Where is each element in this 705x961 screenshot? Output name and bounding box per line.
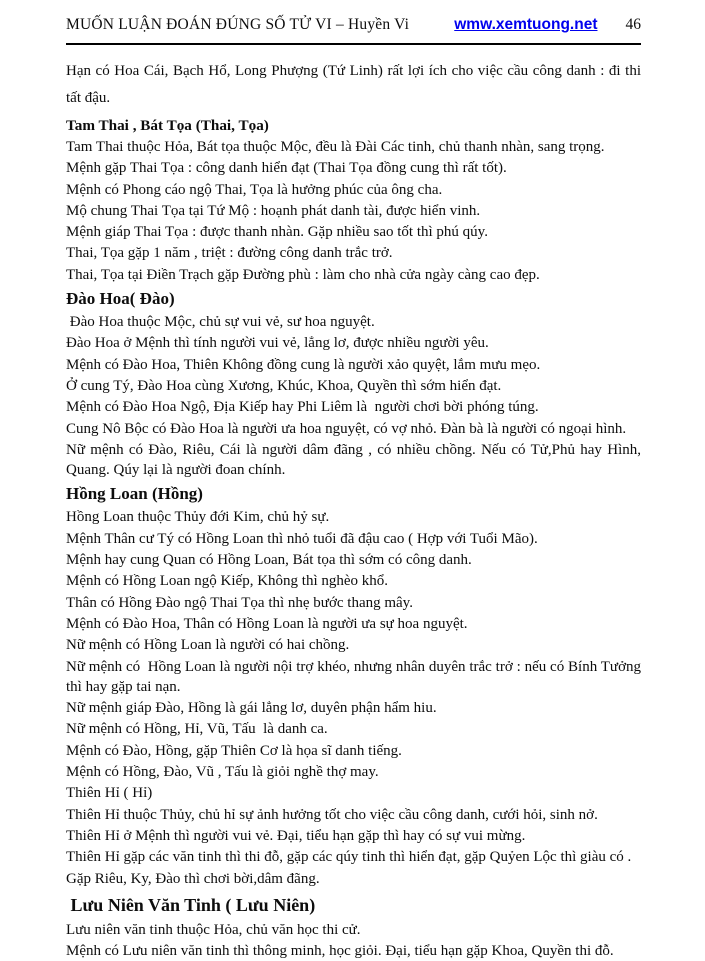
page-number: 46: [625, 16, 641, 33]
document-body: [66, 58, 645, 961]
page-header: [66, 16, 641, 34]
paragraph: Nữ mệnh có Hồng, Hỉ, Vũ, Tấu là danh ca.: [66, 721, 328, 738]
paragraph: Mộ chung Thai Tọa tại Tứ Mộ : hoạnh phát danh tài, được hiển vinh.: [66, 202, 481, 219]
paragraph: Mệnh có Lưu niên văn tinh thì thông minh, học giỏi. Đại, tiểu hạn gặp Khoa, Quyền thi đỗ.: [66, 943, 614, 960]
paragraph: Cung Nô Bộc có Đào Hoa là người ưa hoa nguyệt, có vợ nhỏ. Đàn bà là người có ngoại hình.: [66, 420, 627, 437]
paragraph: Mệnh có Đào Hoa, Thân có Hồng Loan là người ưa sự hoa nguyệt.: [66, 615, 468, 632]
paragraph: Lưu niên văn tinh thuộc Hỏa, chủ văn học thi cử.: [66, 921, 361, 938]
paragraph: Nữ mệnh có Hồng Loan là người có hai chồng.: [66, 637, 350, 654]
book-title: MUỐN LUẬN ĐOÁN ĐÚNG SỐ TỬ VI – Huyền Vi: [66, 16, 410, 33]
paragraph: Thân có Hồng Đào ngộ Thai Tọa thì nhẹ bước thang mây.: [66, 594, 413, 611]
paragraph: Tam Thai thuộc Hỏa, Bát tọa thuộc Mộc, đều là Đài Các tinh, chủ thanh nhàn, sang trọng.: [66, 139, 605, 155]
section-heading: Đào Hoa( Đào): [66, 289, 175, 309]
paragraph: Nữ mệnh có Đào, Riêu, Cái là người dâm đãng , có nhiều chồng. Nếu có Tử,Phủ hay Hình, Quang. Qúy lại là người đoan chính.: [66, 441, 645, 479]
paragraph: Nữ mệnh có Hồng Loan là người nội trợ khéo, nhưng nhân duyên trắc trở : nếu có Bính Tưởng thì hay gặp tai nạn.: [66, 658, 645, 695]
paragraph: Mệnh giáp Thai Tọa : được thanh nhàn. Gặp nhiều sao tốt thì phú qúy.: [66, 224, 488, 241]
paragraph: Mệnh có Phong cáo ngộ Thai, Tọa là hưởng phúc của ông cha.: [66, 181, 443, 198]
paragraph: Thai, Tọa tại Điền Trạch gặp Đường phù : làm cho nhà cửa ngày càng cao đẹp.: [66, 266, 540, 283]
paragraph: Gặp Riêu, Ky, Đào thì chơi bời,dâm đãng.: [66, 870, 320, 887]
header-divider: [66, 43, 641, 45]
paragraph: Mệnh gặp Thai Tọa : công danh hiển đạt (Thai Tọa đồng cung thì rất tốt).: [66, 160, 507, 177]
paragraph: Thiên Hỉ thuộc Thủy, chủ hỉ sự ảnh hưởng tốt cho việc cầu công danh, cưới hỏi, sinh nở.: [66, 806, 598, 823]
site-link[interactable]: wmw.xemtuong.net: [454, 16, 598, 33]
paragraph: Mệnh có Đào Hoa, Thiên Không đồng cung là người xảo quyệt, lắm mưu mẹo.: [66, 356, 541, 373]
paragraph: Nữ mệnh giáp Đào, Hồng là gái lẳng lơ, duyên phận hẩm hiu.: [66, 700, 437, 717]
section-heading: Hồng Loan (Hồng): [66, 484, 203, 504]
paragraph: Thai, Tọa gặp 1 năm , triệt : đường công danh trắc trở.: [66, 245, 393, 262]
paragraph: Thiên Hỉ gặp các văn tinh thì thi đỗ, gặp các qúy tinh thì hiển đạt, gặp Quỷen Lộc thì giàu có .: [66, 849, 632, 866]
paragraph: Mệnh hay cung Quan có Hồng Loan, Bát tọa thì sớm có công danh.: [66, 552, 472, 569]
section-heading: Lưu Niên Văn Tinh ( Lưu Niên): [66, 894, 316, 915]
paragraph: Mệnh Thân cư Tý có Hồng Loan thì nhỏ tuổi đã đậu cao ( Hợp với Tuổi Mão).: [66, 530, 538, 547]
header-right: [454, 16, 641, 34]
paragraph: Thiên Hỉ ( Hỉ): [66, 785, 153, 802]
paragraph: Mệnh có Hồng Loan ngộ Kiếp, Không thì nghèo khổ.: [66, 573, 389, 590]
section-heading: Tam Thai , Bát Tọa (Thai, Tọa): [66, 117, 269, 134]
paragraph: Mệnh có Hồng, Đào, Vũ , Tấu là giỏi nghề thợ may.: [66, 764, 379, 781]
paragraph: Thiên Hỉ ở Mệnh thì người vui vẻ. Đại, tiểu hạn gặp thì hay có sự vui mừng.: [66, 827, 526, 844]
paragraph: Mệnh có Đào, Hồng, gặp Thiên Cơ là họa sĩ danh tiếng.: [66, 742, 402, 759]
paragraph: Hồng Loan thuộc Thủy đới Kim, chủ hỷ sự.: [66, 509, 330, 526]
paragraph: Hạn có Hoa Cái, Bạch Hổ, Long Phượng (Tứ Linh) rất lợi ích cho việc cầu công danh : đi thi tất đậu.: [66, 63, 645, 106]
paragraph: Ở cung Tý, Đào Hoa cùng Xương, Khúc, Khoa, Quyền thì sớm hiển đạt.: [66, 377, 502, 394]
paragraph: Mệnh có Đào Hoa Ngộ, Địa Kiếp hay Phi Liêm là người chơi bời phóng túng.: [66, 399, 539, 416]
paragraph: Đào Hoa ở Mệnh thì tính người vui vẻ, lẳng lơ, được nhiều người yêu.: [66, 335, 489, 352]
paragraph: Đào Hoa thuộc Mộc, chủ sự vui vẻ, sư hoa nguyệt.: [66, 314, 375, 331]
